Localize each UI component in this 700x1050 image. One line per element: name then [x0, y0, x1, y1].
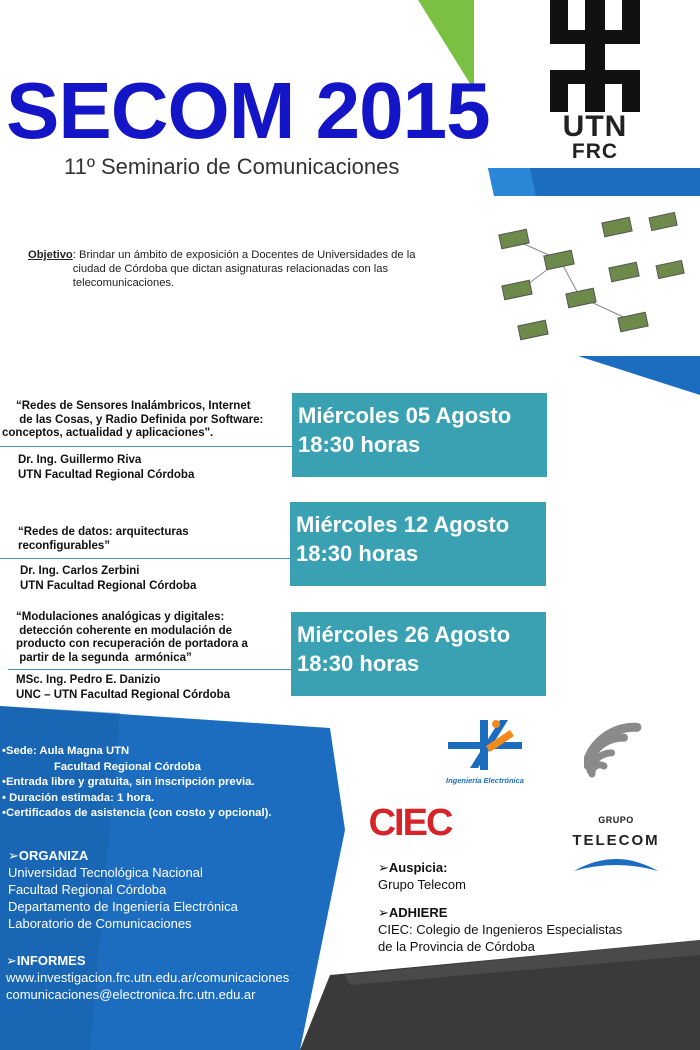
- ie-emblem-icon: [440, 716, 530, 774]
- telecom-group-label: GRUPO: [598, 815, 634, 825]
- ciec-logo-text: CIEC: [368, 801, 452, 844]
- grupo-telecom-logo: [566, 815, 666, 881]
- blue-band-top-light: [488, 168, 536, 196]
- talk-divider: [0, 558, 295, 559]
- talk-speaker: Dr. Ing. Carlos Zerbini UTN Facultad Regional Córdoba: [20, 565, 197, 592]
- telecom-signal-icon: [584, 716, 664, 782]
- talk-time: 18:30 horas: [298, 432, 421, 457]
- adhiere-line: CIEC: Colegio de Ingenieros Especialistas: [378, 922, 623, 937]
- ie-logo-caption: Ingeniería Electrónica: [446, 776, 524, 785]
- talk-title: “Modulaciones analógicas y digitales: detección coherente en modulación de producto con recuperación de portadora a partir de la segunda armónica”: [16, 611, 248, 664]
- sensor-node-icon: [499, 212, 684, 339]
- frc-logo-text: FRC: [571, 140, 619, 163]
- talk-date: Miércoles 12 Agosto: [296, 512, 510, 537]
- talk-divider: [8, 669, 295, 670]
- talk-speaker: MSc. Ing. Pedro E. Danizio UNC – UTN Facultad Regional Córdoba: [16, 674, 231, 701]
- organiza-line: Facultad Regional Córdoba: [8, 882, 167, 897]
- auspicia-section: [378, 860, 466, 893]
- utn-logo: [540, 0, 650, 165]
- informes-heading: ➢INFORMES: [6, 953, 86, 968]
- adhiere-line: de la Provincia de Córdoba: [378, 939, 535, 954]
- organiza-line: Laboratorio de Comunicaciones: [8, 916, 192, 931]
- auspicia-line: Grupo Telecom: [378, 877, 466, 892]
- adhiere-heading: ➢ADHIERE: [378, 905, 448, 920]
- ingenieria-electronica-logo: [440, 716, 530, 788]
- talk-date: Miércoles 26 Agosto: [297, 622, 511, 647]
- sensor-network-illustration: [495, 205, 695, 355]
- page-subtitle: 11º Seminario de Comunicaciones: [64, 154, 400, 179]
- info-item: •Sede: Aula Magna UTN: [2, 745, 130, 757]
- organiza-line: Universidad Tecnológica Nacional: [8, 865, 203, 880]
- talk-divider: [0, 446, 295, 447]
- talk-1: [0, 400, 295, 483]
- informes-url-link[interactable]: www.investigacion.frc.utn.edu.ar/comunicaciones: [6, 970, 290, 985]
- objective-paragraph: [28, 248, 458, 290]
- ciec-logo: [362, 798, 458, 848]
- auspicia-heading: ➢Auspicia:: [378, 860, 448, 875]
- telecom-name: TELECOM: [572, 832, 660, 849]
- informes-section: [6, 953, 289, 1003]
- info-item: •Entrada libre y gratuita, sin inscripción previa.: [2, 776, 255, 788]
- talk-2: [0, 526, 295, 594]
- organiza-section: [8, 848, 238, 932]
- page-title: SECOM 2015: [6, 66, 490, 155]
- talk-date: Miércoles 05 Agosto: [298, 403, 512, 428]
- blue-wedge-right: [578, 356, 700, 395]
- talk-2-date-box: [290, 502, 546, 586]
- organiza-heading: ➢ORGANIZA: [8, 848, 89, 863]
- talk-time: 18:30 horas: [296, 541, 419, 566]
- info-item: •Certificados de asistencia (con costo y opcional).: [2, 807, 272, 819]
- info-item: Facultad Regional Córdoba: [54, 760, 201, 773]
- talk-time: 18:30 horas: [297, 651, 420, 676]
- talk-3-date-box: [291, 612, 546, 696]
- utn-emblem-icon: [540, 0, 650, 112]
- objective-text: : Brindar un ámbito de exposición a Docentes de Universidades de la ciudad de Córdoba que dictan asignaturas relacionadas con las telecomunicaciones.: [72, 249, 416, 289]
- event-info-list: [2, 744, 272, 822]
- telecom-swoosh-icon: [566, 851, 666, 873]
- talk-title: “Redes de Sensores Inalámbricos, Internet de las Cosas, y Radio Definida por Software: conceptos, actualidad y aplicaciones".: [2, 400, 264, 439]
- talk-3: [0, 611, 295, 703]
- informes-email-link[interactable]: comunicaciones@electronica.frc.utn.edu.ar: [6, 987, 256, 1002]
- talk-speaker: Dr. Ing. Guillermo Riva UTN Facultad Regional Córdoba: [18, 453, 195, 481]
- objective-label: Objetivo: [28, 249, 73, 261]
- talk-1-date-box: [292, 393, 547, 477]
- info-item: • Duración estimada: 1 hora.: [2, 791, 155, 804]
- utn-logo-text: UTN: [562, 110, 628, 143]
- adhiere-section: [378, 905, 622, 955]
- talk-title: “Redes de datos: arquitecturas reconfigurables”: [18, 526, 189, 552]
- organiza-line: Departamento de Ingeniería Electrónica: [8, 899, 238, 914]
